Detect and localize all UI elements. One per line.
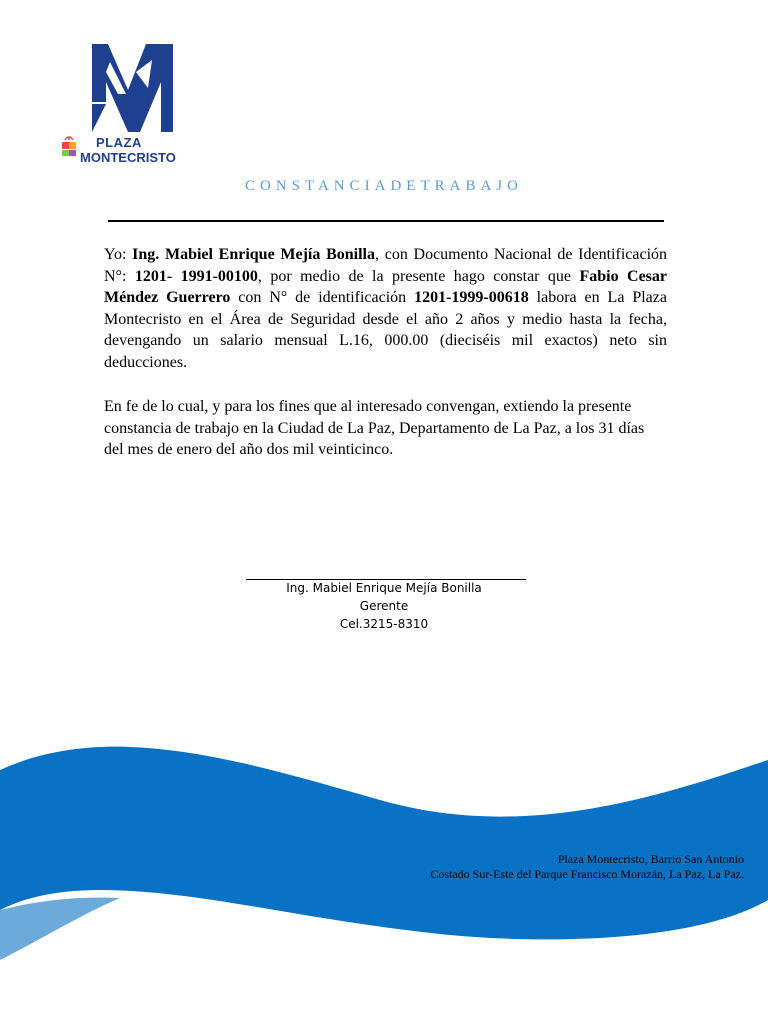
- p1-text-3: , por medio de la presente hago constar que: [257, 267, 580, 285]
- body-paragraph-1: [104, 244, 667, 373]
- logo-montecristo-text: MONTECRISTO: [80, 150, 176, 165]
- p1-text-5: labora en La Plaza Montecristo en el Área de Seguridad desde el año 2 años y medio hasta la fecha, devengando un salario mensual L.16, 000.00 (dieciséis mil exactos) neto sin deducciones.: [104, 289, 667, 371]
- issuer-name: Ing. Mabiel Enrique Mejía Bonilla: [132, 246, 375, 263]
- p1-text-2: , con Documento Nacional de Identificación N°:: [104, 246, 668, 285]
- plaza-montecristo-logo: [56, 42, 186, 167]
- p1-text-4: con N° de identificación: [230, 289, 415, 306]
- signer-name: Ing. Mabiel Enrique Mejía Bonilla: [286, 581, 482, 595]
- footer-address-line-2: Costado Sur-Este del Parque Francisco Morazán, La Paz, La Paz.: [430, 867, 744, 881]
- body-paragraph-2: En fe de lo cual, y para los fines que al interesado convengan, extiendo la presente constancia de trabajo en la Ciudad de La Paz, Departamento de La Paz, a los 31 días del mes de enero del año dos mil veinticinco.: [104, 398, 645, 458]
- title-underline: [108, 220, 664, 222]
- document-title: CONSTANCIADETRABAJO: [245, 178, 523, 194]
- footer-wave: [0, 740, 768, 1024]
- signer-phone: Cel.3215-8310: [339, 617, 429, 631]
- footer-address-line-1: Plaza Montecristo, Barrio San Antonio: [557, 852, 744, 866]
- employee-id-number: 1201-1999-00618: [414, 289, 529, 306]
- signer-role: Gerente: [359, 599, 409, 613]
- employee-name: Fabio Cesar Méndez Guerrero: [104, 267, 667, 306]
- p1-text-1: Yo:: [104, 246, 133, 263]
- logo-plaza-text: PLAZA: [96, 135, 142, 150]
- issuer-id-number: 1201- 1991-00100: [134, 267, 258, 285]
